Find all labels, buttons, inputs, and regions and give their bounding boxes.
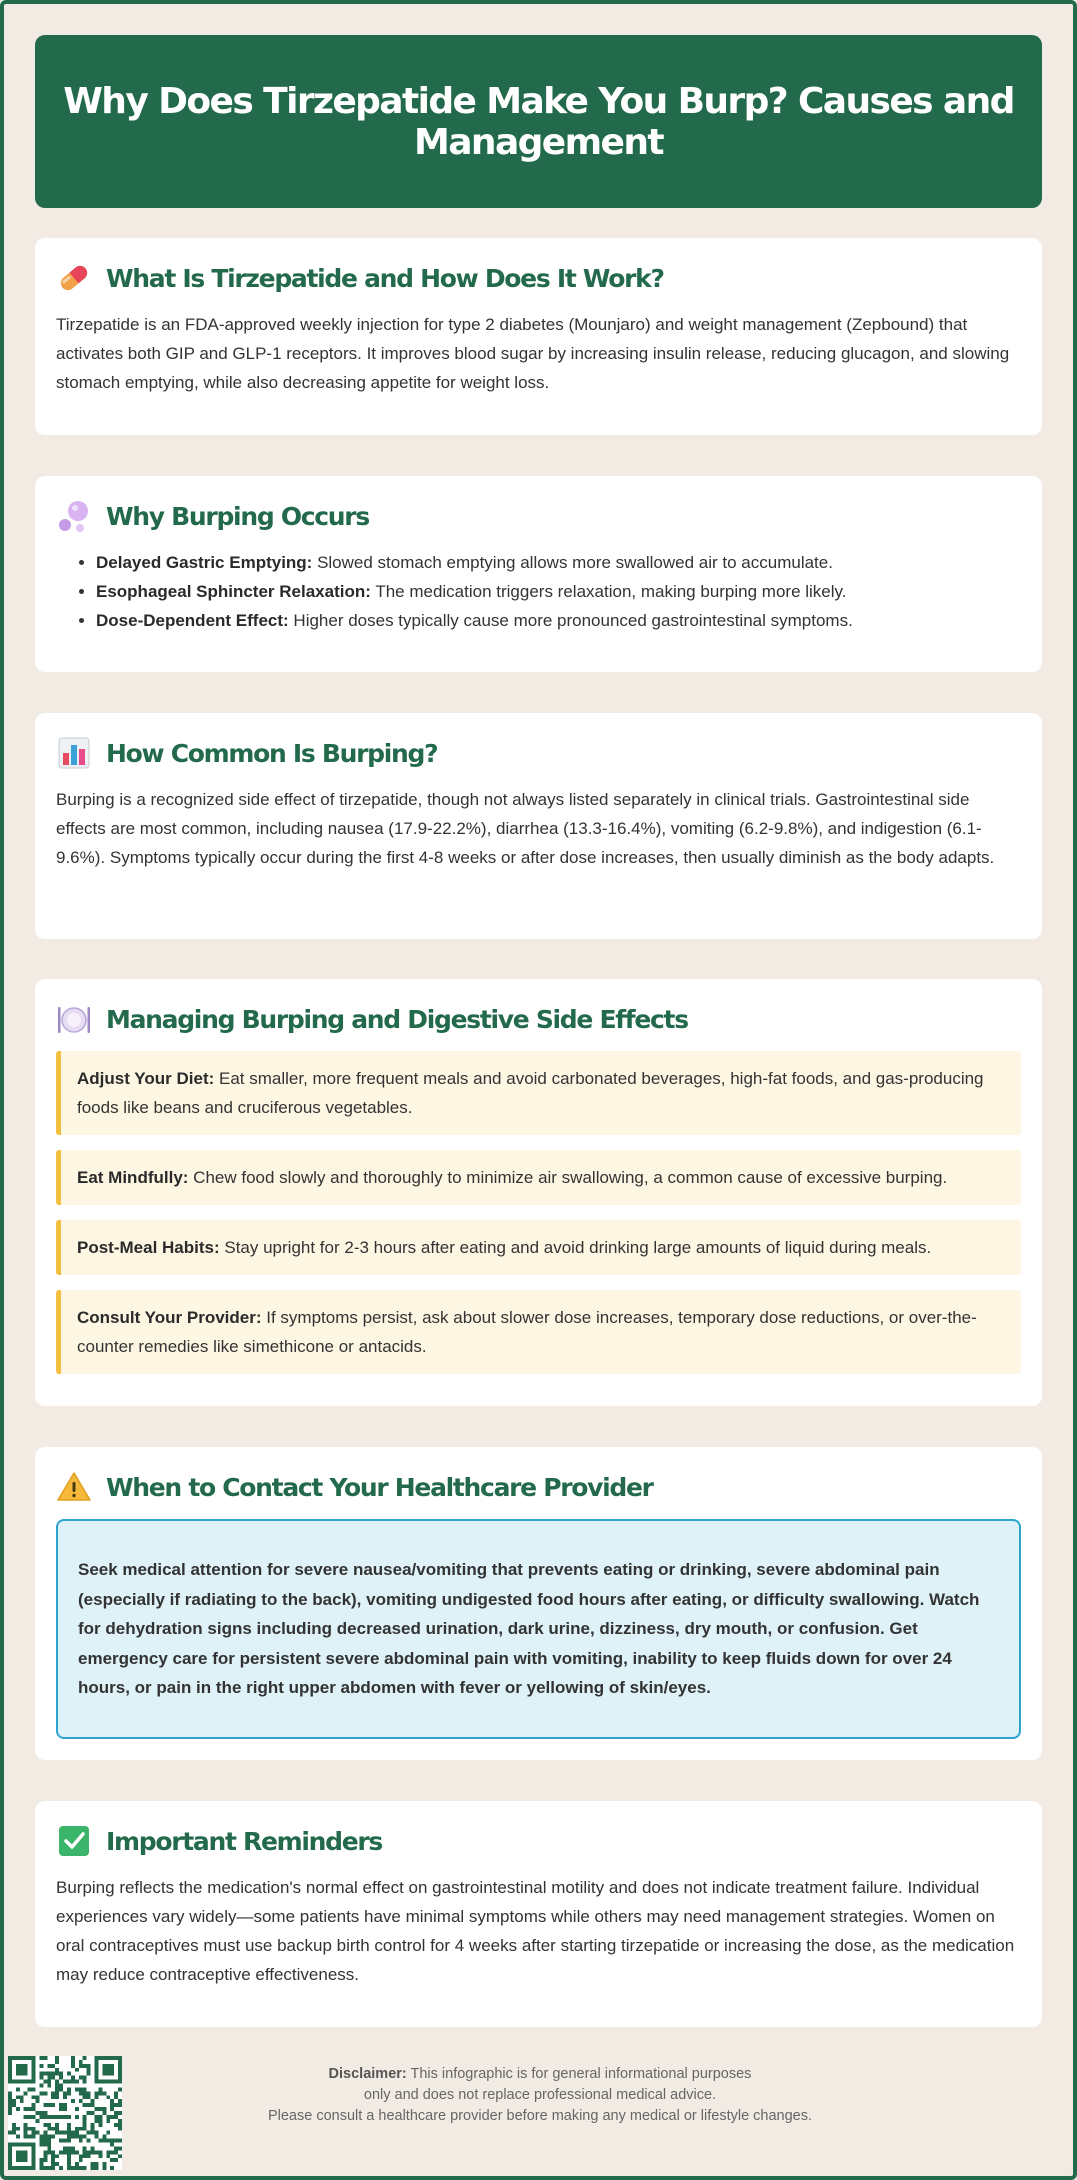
- page-header: [35, 35, 1042, 208]
- tip-term: Post-Meal Habits:: [77, 1238, 220, 1257]
- list-item: [96, 606, 1021, 635]
- section-title: How Common Is Burping?: [106, 738, 438, 768]
- section-text: Burping is a recognized side effect of tirzepatide, though not always listed separately in clinical trials. Gastrointestinal side effects are most common, including nausea (17.9-22.2%), diarrhea (13.3-16.4%), vomiting (6.2-9.8%), and indigestion (6.1-9.6%). Symptoms typically occur during the first 4-8 weeks or after dose increases, then usually diminish as the body adapts.: [56, 790, 995, 867]
- disclaimer-line-1: This infographic is for general informational purposes: [406, 2066, 752, 2082]
- section-what-is-tirzepatide: [35, 238, 1042, 435]
- section-title: When to Contact Your Healthcare Provider: [106, 1472, 653, 1502]
- section-why-burping: [35, 476, 1042, 672]
- page-title: Why Does Tirzepatide Make You Burp? Causes and Management: [63, 80, 1014, 163]
- tip-consult-provider: [56, 1290, 1021, 1374]
- plate-icon: [56, 1001, 92, 1037]
- list-item-text: Higher doses typically cause more pronounced gastrointestinal symptoms.: [288, 611, 853, 630]
- list-item-text: Slowed stomach emptying allows more swallowed air to accumulate.: [312, 553, 833, 572]
- section-how-common: [35, 713, 1042, 939]
- disclaimer-line-2: only and does not replace professional medical advice.: [363, 2087, 717, 2103]
- list-item: [96, 548, 1021, 577]
- bubbles-icon: [56, 498, 92, 534]
- section-text: Tirzepatide is an FDA-approved weekly injection for type 2 diabetes (Mounjaro) and weight management (Zepbound) that activates both GIP and GLP-1 receptors. It improves blood sugar by increasing insulin release, reducing glucagon, and slowing stomach emptying, while also decreasing appetite for weight loss.: [56, 315, 1010, 392]
- list-item-term: Delayed Gastric Emptying:: [96, 553, 313, 572]
- disclaimer-label: Disclaimer:: [328, 2066, 407, 2082]
- tip-text: Chew food slowly and thoroughly to minimize air swallowing, a common cause of excessive burping.: [188, 1168, 948, 1187]
- tip-term: Eat Mindfully:: [77, 1168, 189, 1187]
- list-item-term: Dose-Dependent Effect:: [96, 611, 289, 630]
- section-title: Managing Burping and Digestive Side Effects: [106, 1004, 688, 1034]
- pill-icon: [56, 260, 92, 296]
- tip-eat-mindfully: [56, 1150, 1021, 1205]
- warning-callout: [56, 1519, 1021, 1739]
- list-item: [96, 577, 1021, 606]
- tip-text: If symptoms persist, ask about slower dose increases, temporary dose reductions, or over-the-counter remedies like simethicone or antacids.: [77, 1308, 977, 1356]
- section-contact-provider: [35, 1447, 1042, 1760]
- warning-icon: [56, 1469, 92, 1505]
- tip-text: Eat smaller, more frequent meals and avoid carbonated beverages, high-fat foods, and gas-producing foods like beans and cruciferous vegetables.: [77, 1069, 984, 1117]
- section-managing-burping: [35, 979, 1042, 1406]
- list-item-text: The medication triggers relaxation, making burping more likely.: [370, 582, 847, 601]
- check-icon: [56, 1823, 92, 1859]
- callout-text: Seek medical attention for severe nausea/vomiting that prevents eating or drinking, severe abdominal pain (especially if radiating to the back), vomiting undigested food hours after eating, or difficulty swallowing. Watch for dehydration signs including decreased urination, dark urine, dizziness, dry mouth, or confusion. Get emergency care for persistent severe abdominal pain with vomiting, inability to keep fluids down for over 24 hours, or pain in the right upper abdomen with fever or yellowing of skin/eyes.: [78, 1560, 980, 1697]
- disclaimer: [160, 2064, 920, 2127]
- disclaimer-line-3: Please consult a healthcare provider before making any medical or lifestyle changes.: [267, 2108, 813, 2124]
- section-important-reminders: [35, 1801, 1042, 2027]
- tip-text: Stay upright for 2-3 hours after eating and avoid drinking large amounts of liquid during meals.: [219, 1238, 932, 1257]
- qr-code: [8, 2056, 122, 2170]
- tip-term: Consult Your Provider:: [77, 1308, 262, 1327]
- section-text: Burping reflects the medication's normal effect on gastrointestinal motility and does not indicate treatment failure. Individual experiences vary widely—some patients have minimal symptoms while others may need management strategies. Women on oral contraceptives must use backup birth control for 4 weeks after starting tirzepatide or increasing the dose, as the medication may reduce contraceptive effectiveness.: [56, 1878, 1015, 1984]
- tip-adjust-diet: [56, 1051, 1021, 1135]
- burping-causes-list: [96, 548, 1021, 635]
- section-title: What Is Tirzepatide and How Does It Work?: [106, 263, 664, 293]
- tip-term: Adjust Your Diet:: [77, 1069, 215, 1088]
- list-item-term: Esophageal Sphincter Relaxation:: [96, 582, 371, 601]
- section-title: Why Burping Occurs: [106, 501, 369, 531]
- tip-post-meal: [56, 1220, 1021, 1275]
- bar-chart-icon: [56, 735, 92, 771]
- section-title: Important Reminders: [106, 1826, 383, 1856]
